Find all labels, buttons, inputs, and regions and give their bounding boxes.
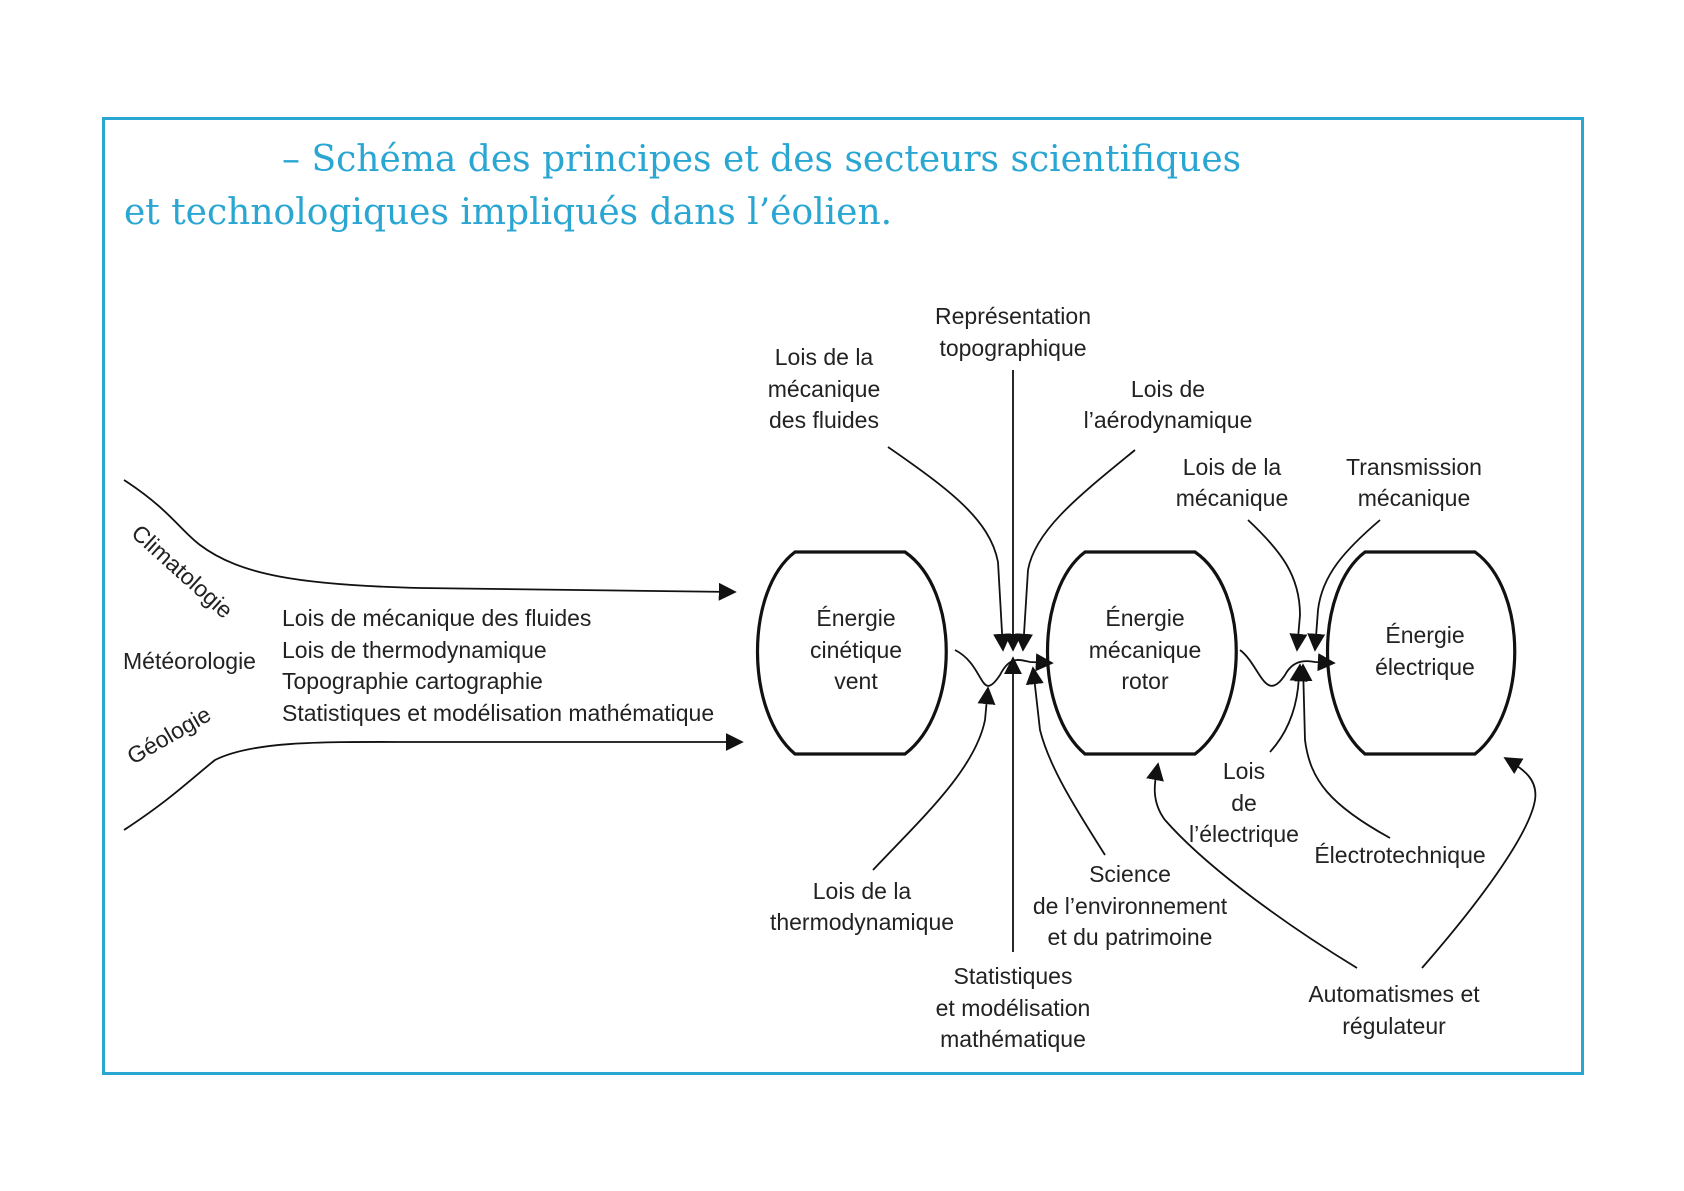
node-rotor-line-3: rotor	[1121, 668, 1169, 694]
label-env-1: Science	[1089, 861, 1171, 887]
input-arrow-thermo	[873, 688, 988, 870]
label-topo-2: topographique	[939, 335, 1087, 361]
connector-wind-to-rotor	[955, 650, 1052, 686]
label-stats-3: mathématique	[940, 1026, 1086, 1052]
label-elec-2: de	[1231, 790, 1257, 816]
funnel-item-3: Topographie cartographie	[282, 668, 543, 694]
label-automation-2: régulateur	[1342, 1013, 1446, 1039]
input-arrow-elec	[1270, 665, 1300, 752]
label-fluids-3: des fluides	[769, 407, 879, 433]
funnel-label-meteorologie: Météorologie	[123, 648, 256, 674]
label-stats-1: Statistiques	[953, 963, 1073, 989]
label-fluids-1: Lois de la	[774, 344, 874, 370]
funnel-top-arrow	[124, 480, 735, 592]
label-aero-2: l’aérodynamique	[1083, 407, 1253, 433]
label-env-2: de l’environnement	[1032, 893, 1228, 919]
label-transmission-1: Transmission	[1346, 454, 1482, 480]
label-elec-3: l’électrique	[1189, 821, 1299, 847]
label-thermo-1: Lois de la	[812, 878, 912, 904]
input-arrow-transmission	[1315, 520, 1380, 650]
input-arrow-electrotech	[1303, 665, 1390, 838]
funnel-label-climatologie: Climatologie	[126, 519, 239, 624]
funnel-item-2: Lois de thermodynamique	[282, 637, 547, 663]
label-automation-1: Automatismes et	[1308, 981, 1480, 1007]
node-wind-line-2: cinétique	[809, 637, 903, 663]
node-wind-line-3: vent	[834, 668, 878, 694]
node-rotor-line-1: Énergie	[1105, 605, 1185, 631]
label-transmission-2: mécanique	[1357, 485, 1471, 511]
node-wind-line-1: Énergie	[816, 605, 896, 631]
label-aero-1: Lois de	[1130, 376, 1206, 402]
node-rotor-line-2: mécanique	[1088, 637, 1202, 663]
node-electric-energy	[1328, 552, 1515, 754]
label-mech-1: Lois de la	[1182, 454, 1282, 480]
label-env-3: et du patrimoine	[1047, 924, 1213, 950]
node-electric-line-1: Énergie	[1385, 622, 1465, 648]
funnel-item-4: Statistiques et modélisation mathématique	[282, 700, 715, 726]
label-thermo-2: thermodynamique	[769, 909, 955, 935]
label-mech-2: mécanique	[1175, 485, 1289, 511]
node-electric-line-2: électrique	[1375, 654, 1475, 680]
figure-title-line-2: et technologiques impliqués dans l’éolien.	[124, 192, 893, 233]
funnel-label-geologie: Géologie	[122, 700, 216, 770]
figure-title-line-1: – Schéma des principes et des secteurs scientifiques	[282, 139, 1242, 180]
input-arrow-mech	[1248, 520, 1300, 650]
label-topo-1: Représentation	[935, 303, 1091, 329]
funnel-bottom-arrow	[124, 742, 742, 830]
input-arrow-env	[1033, 668, 1105, 855]
label-stats-2: et modélisation	[935, 995, 1091, 1021]
label-elec-1: Lois	[1222, 758, 1266, 784]
funnel-item-1: Lois de mécanique des fluides	[282, 605, 592, 631]
label-fluids-2: mécanique	[767, 376, 881, 402]
connector-rotor-to-electric	[1240, 650, 1334, 686]
label-electrotech: Électrotechnique	[1314, 842, 1486, 868]
input-arrow-fluids	[888, 447, 1003, 650]
